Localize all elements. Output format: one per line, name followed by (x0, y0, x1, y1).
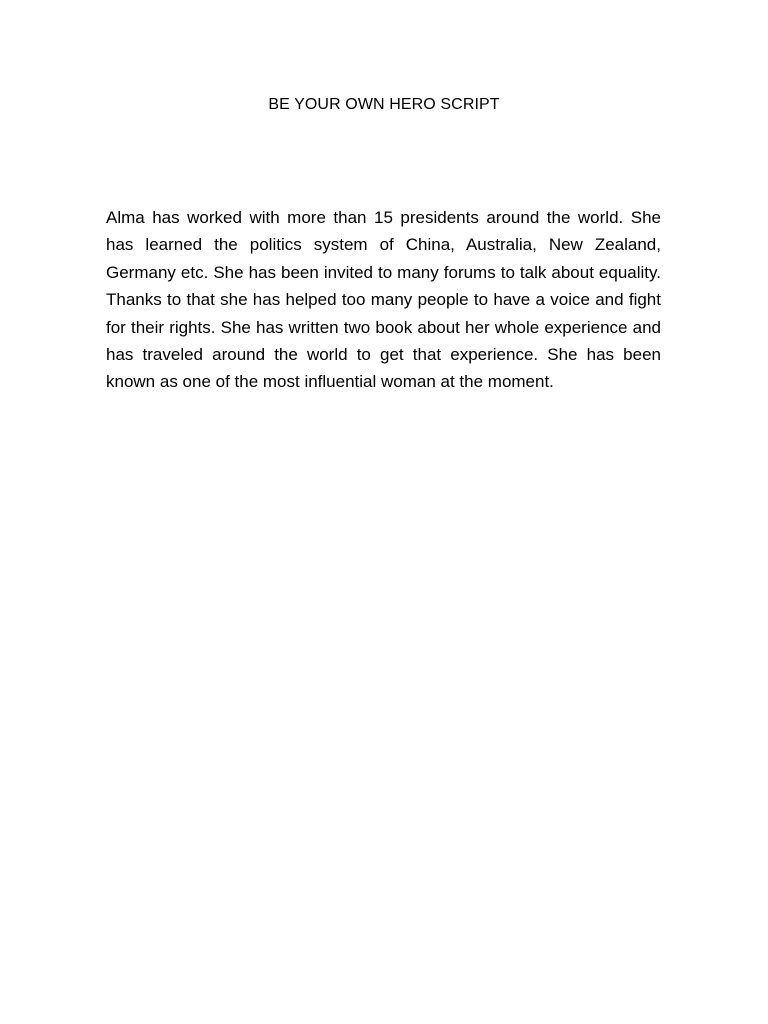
document-body-paragraph: Alma has worked with more than 15 presidents around the world. She has learned the politics system of China, Australia, New Zealand, Germany etc. She has been invited to many forums to talk about equality. Thanks to that she has helped too many people to have a voice and fight for their rights. She has written two book about her whole experience and has traveled around the world to get that experience. She has been known as one of the most influential woman at the moment. (106, 208, 661, 392)
document-title: BE YOUR OWN HERO SCRIPT (268, 96, 500, 113)
